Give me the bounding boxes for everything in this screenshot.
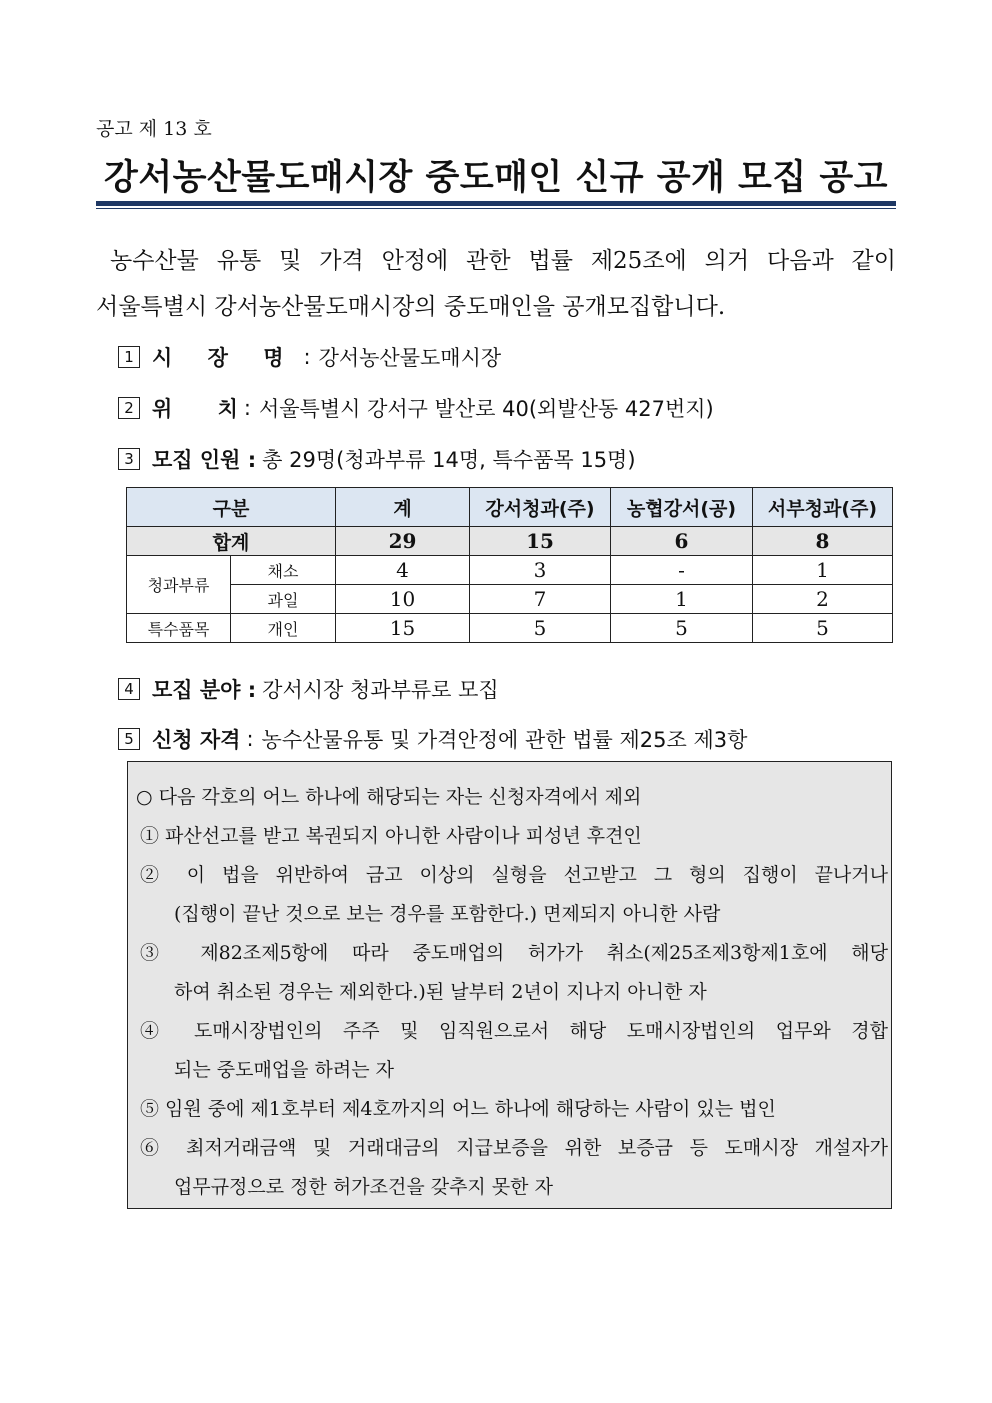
table-header: 강서청과(주) bbox=[470, 488, 611, 527]
table-row bbox=[127, 585, 893, 614]
table-cell: 개인 bbox=[231, 614, 336, 643]
box-line: (집행이 끝난 것으로 보는 경우를 포함한다.) 면제되지 아니한 사람 bbox=[174, 903, 721, 925]
box-line: 되는 중도매업을 하려는 자 bbox=[174, 1059, 395, 1081]
item-label: 모집 분야 : bbox=[152, 678, 257, 702]
table-cell: 3 bbox=[470, 556, 611, 585]
item-recruit-count bbox=[118, 444, 636, 474]
notice-number: 공고 제 13 호 bbox=[96, 118, 212, 140]
item-label: 시 장 명 bbox=[152, 346, 298, 370]
item-colon: : bbox=[303, 345, 311, 369]
table-cell: 10 bbox=[336, 585, 470, 614]
table-cell: 1 bbox=[753, 556, 893, 585]
table-cell: 과일 bbox=[231, 585, 336, 614]
table-cell: 채소 bbox=[231, 556, 336, 585]
table-total-row bbox=[127, 527, 893, 556]
table-cell: 5 bbox=[611, 614, 753, 643]
item-number-box: 5 bbox=[118, 728, 140, 750]
item-eligibility bbox=[118, 724, 747, 754]
table-cell: 15 bbox=[470, 527, 611, 556]
table-header-row bbox=[127, 488, 893, 527]
item-number-box: 4 bbox=[118, 678, 140, 700]
table-header: 서부청과(주) bbox=[753, 488, 893, 527]
item-label: 위 치 bbox=[152, 397, 238, 421]
table-cell: 청과부류 bbox=[127, 556, 231, 614]
box-line: ② 이 법을 위반하여 금고 이상의 실형을 선고받고 그 형의 집행이 끝나거나 bbox=[140, 864, 888, 886]
item-label: 신청 자격 bbox=[152, 728, 241, 752]
item-number-box: 3 bbox=[118, 448, 140, 470]
intro-line-2: 서울특별시 강서농산물도매시장의 중도매인을 공개모집합니다. bbox=[96, 294, 726, 320]
box-line: 하여 취소된 경우는 제외한다.)된 날부터 2년이 지나지 아니한 자 bbox=[174, 981, 707, 1003]
table-cell: - bbox=[611, 556, 753, 585]
table-row bbox=[127, 614, 893, 643]
recruitment-table bbox=[126, 487, 893, 643]
table-cell: 7 bbox=[470, 585, 611, 614]
table-cell: 5 bbox=[753, 614, 893, 643]
document-title: 강서농산물도매시장 중도매인 신규 공개 모집 공고 bbox=[104, 158, 888, 198]
table-cell: 5 bbox=[470, 614, 611, 643]
disqualification-box bbox=[127, 761, 892, 1209]
table-cell: 특수품목 bbox=[127, 614, 231, 643]
item-number-box: 2 bbox=[118, 397, 140, 419]
item-value: 총 29명(청과부류 14명, 특수품목 15명) bbox=[262, 448, 636, 472]
table-cell: 8 bbox=[753, 527, 893, 556]
item-market-name bbox=[118, 342, 501, 372]
title-underline-thin bbox=[96, 208, 896, 209]
item-value: 서울특별시 강서구 발산로 40(외발산동 427번지) bbox=[258, 397, 714, 421]
table-cell: 29 bbox=[336, 527, 470, 556]
intro-line-1: 농수산물 유통 및 가격 안정에 관한 법률 제25조에 의거 다음과 같이 bbox=[110, 248, 896, 274]
box-line: ③ 제82조제5항에 따라 중도매업의 허가가 취소(제25조제3항제1호에 해당 bbox=[140, 942, 888, 964]
table-cell: 6 bbox=[611, 527, 753, 556]
item-number-box: 1 bbox=[118, 346, 140, 368]
item-location bbox=[118, 393, 714, 423]
table-row bbox=[127, 556, 893, 585]
title-underline-thick bbox=[96, 201, 896, 206]
box-line: ⑥ 최저거래금액 및 거래대금의 지급보증을 위한 보증금 등 도매시장 개설자가 bbox=[140, 1137, 888, 1159]
box-heading: ○ 다음 각호의 어느 하나에 해당되는 자는 신청자격에서 제외 bbox=[136, 786, 642, 808]
table-cell: 합계 bbox=[127, 527, 336, 556]
box-line: 업무규정으로 정한 허가조건을 갖추지 못한 자 bbox=[174, 1176, 553, 1198]
item-value: 농수산물유통 및 가격안정에 관한 법률 제25조 제3항 bbox=[261, 728, 748, 752]
table-cell: 15 bbox=[336, 614, 470, 643]
table-cell: 1 bbox=[611, 585, 753, 614]
item-label: 모집 인원 : bbox=[152, 448, 257, 472]
item-value: 강서농산물도매시장 bbox=[318, 346, 502, 370]
table-header: 구분 bbox=[127, 488, 336, 527]
table-cell: 4 bbox=[336, 556, 470, 585]
box-line: ④ 도매시장법인의 주주 및 임직원으로서 해당 도매시장법인의 업무와 경합 bbox=[140, 1020, 888, 1042]
table-header: 농협강서(공) bbox=[611, 488, 753, 527]
box-line: ⑤ 임원 중에 제1호부터 제4호까지의 어느 하나에 해당하는 사람이 있는 법인 bbox=[140, 1098, 776, 1120]
box-line: ① 파산선고를 받고 복권되지 아니한 사람이나 피성년 후견인 bbox=[140, 825, 642, 847]
item-colon: : bbox=[243, 396, 251, 420]
item-recruit-field bbox=[118, 674, 499, 704]
table-cell: 2 bbox=[753, 585, 893, 614]
item-colon: : bbox=[246, 727, 254, 751]
item-value: 강서시장 청과부류로 모집 bbox=[262, 678, 499, 702]
table-header: 계 bbox=[336, 488, 470, 527]
